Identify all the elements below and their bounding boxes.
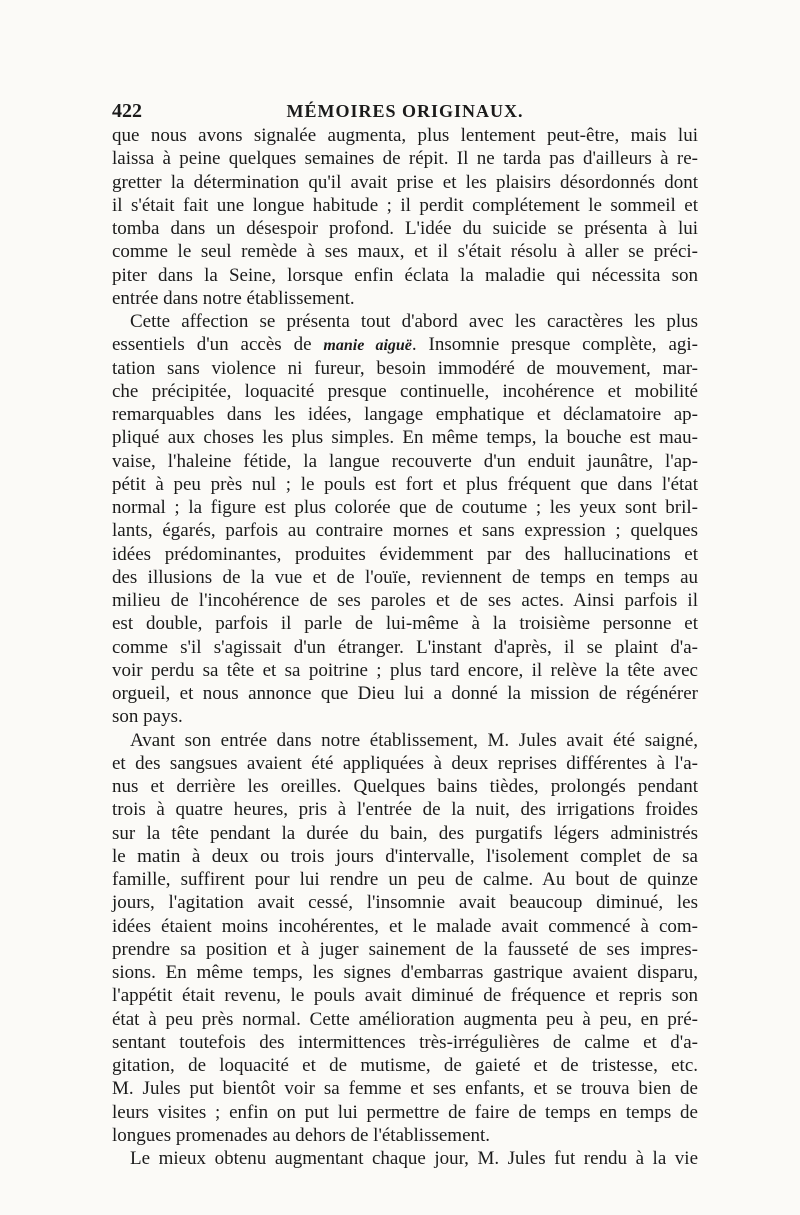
text-line: sur la tête pendant la durée du bain, des purgatifs légers administrés [112, 822, 698, 844]
text-line: M. Jules put bientôt voir sa femme et ses enfants, et se trouva bien de [112, 1078, 698, 1100]
text-line: comme le seul remède à ses maux, et il s'était résolu à aller se préci- [112, 241, 698, 263]
text-line: piter dans la Seine, lorsque enfin éclata la maladie qui nécessita son [112, 264, 698, 286]
text-line: remarquables dans les idées, langage emphatique et déclamatoire ap- [112, 404, 698, 425]
text-line: il s'était fait une longue habitude ; il perdit complétement le sommeil et [112, 194, 698, 216]
text-line: pétit à peu près nul ; le pouls est fort et plus fréquent que dans l'état [112, 473, 698, 495]
text-line: des illusions de la vue et de l'ouïe, reviennent de temps en temps au [112, 566, 698, 588]
text-line: normal ; la figure est plus colorée que de coutume ; les yeux sont bril- [112, 497, 698, 518]
text-line: comme s'il s'agissait d'un étranger. L'instant d'après, il se plaint d'a- [112, 636, 698, 658]
text-line: sentant toutefois des intermittences très-irrégulières de calme et d'a- [112, 1031, 698, 1053]
text-line: famille, suffirent pour lui rendre un peu de calme. Au bout de quinze [112, 869, 698, 890]
text-line: sions. En même temps, les signes d'embarras gastrique avaient disparu, [112, 962, 698, 983]
text-line: état à peu près normal. Cette amélioration augmenta peu à peu, en pré- [112, 1008, 698, 1030]
text-line: tation sans violence ni fureur, besoin immodéré de mouvement, mar- [112, 357, 698, 379]
text-line: laissa à peine quelques semaines de répit. Il ne tarda pas d'ailleurs à re- [112, 148, 698, 170]
text-line: idées prédominantes, produites évidemment par des hallucinations et [112, 543, 698, 565]
text-line: lants, égarés, parfois au contraire mornes et sans expression ; quelques [112, 520, 698, 542]
text-line: est double, parfois il parle de lui-même à la troisième personne et [112, 613, 698, 635]
text-line: et des sangsues avaient été appliquées à deux reprises différentes à l'a- [112, 752, 698, 774]
text-line: pliqué aux choses les plus simples. En même temps, la bouche est mau- [112, 427, 698, 449]
text-segment: essentiels d'un accès de [112, 334, 324, 356]
text-line: entrée dans notre établissement. [112, 287, 355, 309]
text-line: gretter la détermination qu'il avait prise et les plaisirs désordonnés dont [112, 171, 698, 193]
page-header [112, 100, 698, 124]
text-line: longues promenades au dehors de l'établissement. [112, 1124, 491, 1146]
text-line: l'appétit était revenu, le pouls avait diminué de fréquence et repris son [112, 985, 698, 1007]
text-line: que nous avons signalée augmenta, plus lentement peut-être, mais lui [112, 125, 698, 146]
text-line: trois à quatre heures, pris à l'entrée de la nuit, des irrigations froides [112, 799, 698, 821]
text-line: vaise, l'haleine fétide, la langue recouverte d'un enduit jaunâtre, l'ap- [112, 450, 698, 472]
text-line: Le mieux obtenu augmentant chaque jour, M. Jules fut rendu à la vie [130, 1148, 698, 1169]
text-line: voir perdu sa tête et sa poitrine ; plus tard encore, il relève la tête avec [112, 659, 698, 681]
page-number: 422 [112, 100, 142, 122]
body-text [112, 124, 698, 1170]
text-line: son pays. [112, 706, 183, 728]
text-line: Avant son entrée dans notre établissement, M. Jules avait été saigné, [130, 729, 698, 751]
text-line: jours, l'agitation avait cessé, l'insomnie avait beaucoup diminué, les [112, 892, 698, 914]
text-line: milieu de l'incohérence de ses paroles et de ses actes. Ainsi parfois il [112, 590, 698, 611]
text-line: nus et derrière les oreilles. Quelques bains tièdes, prolongés pendant [112, 776, 698, 797]
text-segment: . Insomnie presque complète, agi- [411, 334, 698, 356]
text-line: idées étaient moins incohérentes, et le malade avait commencé à com- [112, 915, 698, 937]
text-line: che précipitée, loquacité presque continuelle, incohérence et mobilité [112, 380, 698, 402]
text-line [112, 333, 698, 356]
italic-term: manie aiguë [323, 337, 412, 355]
text-line: tomba dans un désespoir profond. L'idée du suicide se présenta à lui [112, 218, 698, 239]
text-line: leurs visites ; enfin on put lui permettre de faire de temps en temps de [112, 1101, 698, 1123]
text-line: Cette affection se présenta tout d'abord avec les caractères les plus [130, 311, 698, 332]
text-line: orgueil, et nous annonce que Dieu lui a donné la mission de régénérer [112, 683, 698, 704]
text-line: prendre sa position et à juger sainement de la fausseté de ses impres- [112, 938, 698, 960]
text-line: gitation, de loquacité et de mutisme, de gaieté et de tristesse, etc. [112, 1055, 698, 1076]
running-title: MÉMOIRES ORIGINAUX. [286, 101, 524, 121]
text-line: le matin à deux ou trois jours d'intervalle, l'isolement complet de sa [112, 845, 698, 867]
